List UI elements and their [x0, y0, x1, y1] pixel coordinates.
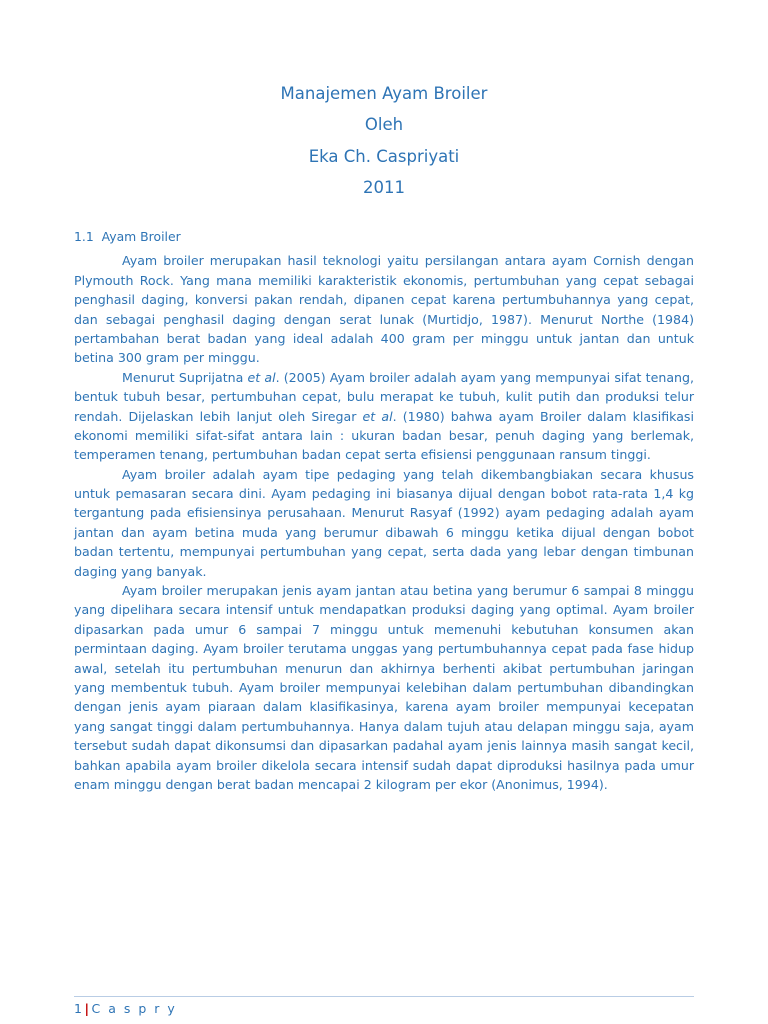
paragraph-4: Ayam broiler merupakan jenis ayam jantan atau betina yang berumur 6 sampai 8 minggu yang dipelihara secara intensif untuk mendapatkan produksi daging yang optimal. Ayam broiler dipasarkan pada umur 6 sampai 7 minggu untuk memenuhi kebutuhan konsumen akan permintaan daging. Ayam broiler terutama unggas yang pertumbuhannya cepat pada fase hidup awal, setelah itu pertumbuhan menurun dan akhirnya berhenti akibat pertumbuhan jaringan yang membentuk tubuh. Ayam broiler mempunyai kelebihan dalam pertumbuhan dibandingkan dengan jenis ayam piaraan dalam klasifikasinya, karena ayam broiler mempunyai kecepatan yang sangat tinggi dalam pertumbuhannya. Hanya dalam tujuh atau delapan minggu saja, ayam tersebut sudah dapat dikonsumsi dan dipasarkan padahal ayam jenis lainnya masih sangat kecil, bahkan apabila ayam broiler dikelola secara intensif sudah dapat diproduksi hasilnya pada umur enam minggu dengan berat badan mencapai 2 kilogram per ekor (Anonimus, 1994). — [74, 583, 694, 792]
section-number: 1.1 — [74, 229, 94, 245]
paragraph-2-part-2: . (2005) Ayam broiler adalah ayam yang mempunyai sifat tenang, bentuk tubuh besar, pertumbuhan cepat, bulu merapat ke tubuh, kulit putih dan produksi telur rendah. Dijelaskan lebih lanjut oleh Siregar — [74, 369, 695, 424]
paragraph-2-italic-2: et al — [362, 408, 393, 424]
body-text — [74, 251, 694, 794]
page-number: 1 — [74, 1001, 83, 1016]
paragraph-2-part-3: . (1980) bahwa ayam Broiler dalam klasifikasi ekonomi memiliki sifat-sifat antara lain : ukuran badan besar, penuh daging yang berlemak, temperamen tenang, pertumbuhan badan cepat serta efisiensi penggunaan ransum tinggi. — [74, 408, 694, 463]
footer-divider — [74, 996, 694, 997]
section-heading — [74, 229, 694, 244]
document-year: 2011 — [363, 178, 405, 198]
page-footer — [74, 996, 694, 1016]
paragraph-3: Ayam broiler adalah ayam tipe pedaging yang telah dikembangbiakan secara khusus untuk pemasaran secara dini. Ayam pedaging ini biasanya dijual dengan bobot rata-rata 1,4 kg tergantung pada efisiensinya perusahaan. Menurut Rasyaf (1992) ayam pedaging adalah ayam jantan dan ayam betina muda yang berumur dibawah 6 minggu ketika dijual dengan bobot badan tertentu, mempunyai pertumbuhan yang cepat, serta dada yang lebar dengan timbunan daging yang banyak. — [74, 466, 694, 579]
author-label: Oleh — [364, 115, 404, 135]
section-title: Ayam Broiler — [101, 229, 181, 245]
footer-separator: | — [84, 1001, 90, 1016]
footer-name: C a s p r y — [91, 1001, 177, 1016]
author-name: Eka Ch. Caspriyati — [308, 146, 460, 166]
paragraph-2 — [74, 368, 694, 465]
paragraph-2-italic-1: et al — [247, 369, 276, 385]
document-title: Manajemen Ayam Broiler — [280, 84, 488, 103]
paragraph-2-part-1: Menurut Suprijatna — [122, 369, 248, 385]
footer-content — [74, 1001, 694, 1016]
paragraph-1: Ayam broiler merupakan hasil teknologi yaitu persilangan antara ayam Cornish dengan Plymouth Rock. Yang mana memiliki karakteristik ekonomis, pertumbuhan yang cepat sebagai penghasil daging, konversi pakan rendah, dipanen cepat karena pertumbuhannya yang cepat, dan sebagai penghasil daging dengan serat lunak (Murtidjo, 1987). Menurut Northe (1984) pertambahan berat badan yang ideal adalah 400 gram per minggu untuk jantan dan untuk betina 300 gram per minggu. — [74, 253, 694, 366]
title-block — [74, 78, 694, 203]
